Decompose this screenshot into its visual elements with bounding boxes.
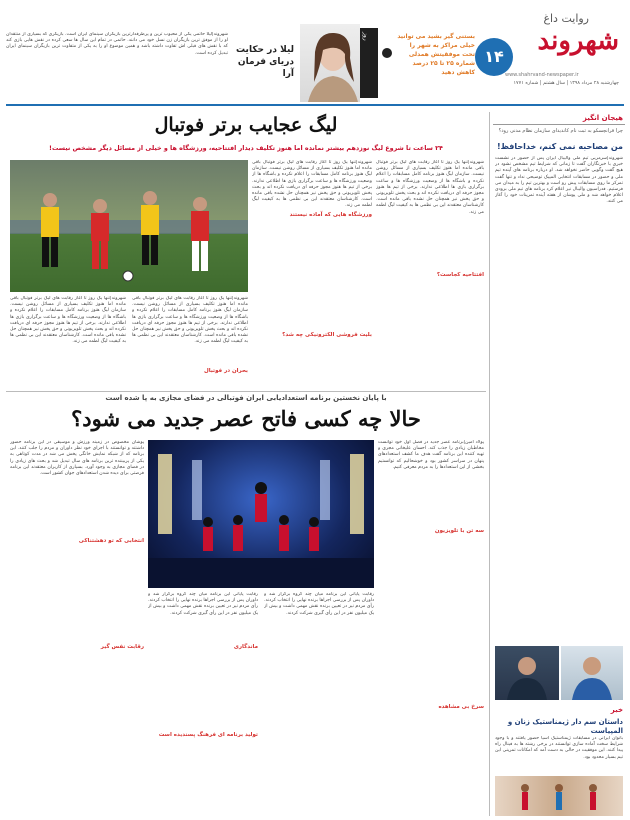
- article2-sub-mid-1: ماندگاری: [148, 644, 258, 650]
- sidebar-body-2: بانوان ایرانی در مسابقات ژیمناستیک آسیا حضور یافتند و با وجود شرایط سخت آماده سازی توانستند در برخی رشته ها به فینال راه پیدا کنند. این موفقیت در حالی به دست آمد که امکانات تمرینی این تیم بسیار محدود بود.: [495, 736, 623, 760]
- badge-label: روز: [362, 32, 369, 41]
- logo-sub: روایت داغ: [543, 12, 589, 25]
- article2-kicker: با پایان نخستین برنامه استعدادیابی ایران فوتبالی در فضای مجازی به پا شده است: [105, 394, 387, 402]
- article2-sub-right-2: سرخ بی مشاهده: [378, 704, 484, 710]
- gymnastics-icon: [495, 776, 623, 816]
- dancers-stage-icon: [148, 440, 374, 588]
- masthead: [0, 0, 630, 110]
- masthead-side-text: شهروند|لیلا حاتمی یکی از محبوب ترین و پرطرفدارترین بازیگران سینمای ایران است. بازیگری که بسیاری از منتقدان او را از موفق ترین بازیگران زن نسل خود می دانند. حاتمی در تمام این سال ها سعی کرده در نقش هایی بازی کند که با نقش های قبلی اش تفاوت داشته باشد و همین موضوع او را به یکی از متفاوت ترین بازیگران سینمای ایران تبدیل کرده است.: [6, 32, 228, 56]
- sidebar-rule: [493, 124, 625, 125]
- logo: شهروند: [537, 26, 619, 56]
- article2-body-mid-r: رقابت پایانی این برنامه میان چند گروه برگزار شد و داوران پس از بررسی اجراها برنده نهایی را انتخاب کردند. رأی مردم نیز در تعیین برنده نقش مهمی داشت و بیش از یک میلیون نفر در این رأی گیری شرکت کردند.: [264, 592, 374, 616]
- logo-block: [503, 6, 623, 90]
- article2-body-mid-l: رقابت پایانی این برنامه میان چند گروه برگزار شد و داوران پس از بررسی اجراها برنده نهایی را انتخاب کردند. رأی مردم نیز در تعیین برنده نقش مهمی داشت و بیش از یک میلیون نفر در این رأی گیری شرکت کردند.: [148, 592, 258, 616]
- football-players-icon: [10, 160, 248, 292]
- person-icon: [495, 646, 559, 700]
- article1-caption: بحران در فوتبال: [132, 368, 248, 374]
- promo-text: بستنی گیر بشید می توانید خیلی مراکز به شهر را تحت موفقیتش همدلی شماره ۲۵ تا ۲۵ درصد کاهش دهید: [397, 33, 475, 76]
- sidebar-photo-2: [561, 646, 623, 700]
- sidebar-photo-gym: [495, 776, 623, 816]
- article1-body-under-photo-l: شهروند|تنها یک روز تا آغاز رقابت های لیگ برتر فوتبال باقی مانده اما هنوز تکلیف بسیاری از مسائل روشن نیست. سازمان لیگ هنوز برنامه کامل مسابقات را اعلام نکرده و باشگاه ها از وضعیت ورزشگاه ها و ساعت برگزاری بازی ها اطلاعی ندارند. برخی از تیم ها هنوز مجوز حرفه ای دریافت نکرده اند و بحث پخش تلویزیونی و حق پخش نیز همچنان حل نشده باقی مانده است. کارشناسان معتقدند این بی نظمی ها به کیفیت لیگ لطمه می زند.: [10, 296, 126, 345]
- actress-photo: [300, 24, 360, 102]
- sidebar-photo-1: [495, 646, 559, 700]
- article1-title: لیگ عجایب برتر فوتبال: [154, 114, 338, 136]
- article1-body-right: شهروند|تنها یک روز تا آغاز رقابت های لیگ برتر فوتبال باقی مانده اما هنوز تکلیف بسیاری از مسائل روشن نیست. سازمان لیگ هنوز برنامه کامل مسابقات را اعلام نکرده و باشگاه ها از وضعیت ورزشگاه ها و ساعت برگزاری بازی ها اطلاعی ندارند. برخی از تیم ها هنوز مجوز حرفه ای دریافت نکرده اند و بحث پخش تلویزیونی و حق پخش نیز همچنان حل نشده باقی مانده است. کارشناسان معتقدند این بی نظمی ها به کیفیت لیگ لطمه می زند.: [376, 160, 484, 215]
- sidebar-section-2: خبر: [610, 706, 623, 714]
- article2-title: حالا چه کسی فاتح عصر جدید می شود؟: [71, 406, 421, 431]
- article2-sub-mid-2: تولید برنامه ای فرهنگ پسندیده است: [148, 732, 258, 738]
- article2-sub-right-1: سه تن با تلویزیون: [378, 528, 484, 534]
- article1-body-mid: شهروند|تنها یک روز تا آغاز رقابت های لیگ برتر فوتبال باقی مانده اما هنوز تکلیف بسیاری از مسائل روشن نیست. سازمان لیگ هنوز برنامه کامل مسابقات را اعلام نکرده و باشگاه ها از وضعیت ورزشگاه ها و ساعت برگزاری بازی ها اطلاعی ندارند. برخی از تیم ها هنوز مجوز حرفه ای دریافت نکرده اند و بحث پخش تلویزیونی و حق پخش نیز همچنان حل نشده باقی مانده است. کارشناسان معتقدند این بی نظمی ها به کیفیت لیگ لطمه می زند.: [252, 160, 372, 209]
- article1-sub-3: بلیت فروشی الکترونیکی چه شد؟: [252, 332, 372, 338]
- stage-photo: [148, 440, 374, 588]
- article1-subtitle: ۲۴ ساعت تا شروع لیگ نوزدهم بیشتر نمانده اما هنوز تکلیف دیدار افتتاحیه، ورزشگاه ها و خیلی از مسائل دیگر مشخص نیست!: [49, 144, 443, 152]
- sidebar: [493, 112, 625, 816]
- badge-column: [360, 28, 378, 98]
- article1-sub-2: ورزشگاه هایی که آماده نیستند: [252, 212, 372, 218]
- quote-name: لیلا در حکایت دریای فرمان آرا: [236, 45, 294, 79]
- date-line: چهارشنبه ۲۸ مرداد ۱۳۹۸ | سال هشتم | شماره ۱۷۷۱: [513, 81, 619, 86]
- article2-sub-left-1: انتخابی که تو دهشتناکی: [10, 538, 144, 544]
- sidebar-section-label: هیجان انگیز: [582, 114, 623, 122]
- sidebar-headline-2: داستان سم دار ژیمناستیک زنان و المپیاست: [507, 718, 623, 735]
- article1-sub-1: افتتاحیه کجاست؟: [376, 272, 484, 278]
- article1-body-under-photo-r: شهروند|تنها یک روز تا آغاز رقابت های لیگ برتر فوتبال باقی مانده اما هنوز تکلیف بسیاری از مسائل روشن نیست. سازمان لیگ هنوز برنامه کامل مسابقات را اعلام نکرده و باشگاه ها از وضعیت ورزشگاه ها و ساعت برگزاری بازی ها اطلاعی ندارند. برخی از تیم ها هنوز مجوز حرفه ای دریافت نکرده اند و بحث پخش تلویزیونی و حق پخش نیز همچنان حل نشده باقی مانده است. کارشناسان معتقدند این بی نظمی ها به کیفیت لیگ لطمه می زند.: [132, 296, 248, 345]
- site-url: www.shahrvand-newspaper.ir: [505, 72, 579, 78]
- sidebar-headline-pre: چرا فرانچسکو به ثبت نام کاندیدای سازمان نظام مدنی رود؟: [498, 128, 623, 134]
- football-photo: [10, 160, 248, 292]
- article2-sub-left-2: رقابت نفس گیر: [10, 644, 144, 650]
- column-divider: [489, 112, 490, 816]
- divider-icon: [382, 48, 392, 58]
- article-football: [6, 112, 486, 390]
- sidebar-body: شهروند|سرمربی تیم ملی والیبال ایران پس از حضور در نشست خبری با خبرنگاران گفت تا زمانی که شرایط تیم مشخص نشود در هیچ گفت وگویی حاضر نخواهد شد. او درباره برنامه های آینده تیم ملی و حضور در مسابقات انتخابی المپیک توضیحی نداد و تنها گفت تمرکز ما روی مسابقات پیش رو است و بهترین تیم را به میدان می فرستیم. فدراسیون والیبال نیز اعلام کرد برنامه های تیم ملی بزودی اعلام خواهد شد و ملی پوشان از هفته آینده تمرینات خود را آغاز می کنند.: [495, 156, 623, 205]
- page-number-badge: ۱۴: [475, 38, 513, 76]
- masthead-rule: [6, 104, 624, 106]
- article2-body-right: پولاد امین|برنامه عصر جدید در فصل اول خود توانست مخاطبان زیادی را جذب کند. احسان علیخانی مجری و تهیه کننده این برنامه گفت هدف ما کشف استعدادهای پنهان در سراسر کشور بود و خوشحالیم که توانستیم بخشی از این استعدادها را به مردم معرفی کنیم.: [378, 440, 484, 470]
- article2-body-left: پوشان مخصوص در زمینه ورزش و موسیقی در این برنامه حضور داشتند و توانستند با اجرای خود نظر داوران و مردم را جلب کنند. این برنامه که از شبکه نمایش خانگی پخش می شد در مدت کوتاهی به یکی از پربیننده ترین برنامه های سال تبدیل شد و بحث های زیادی را در فضای مجازی به وجود آورد. بسیاری از کاربران معتقدند این برنامه فرصتی برای دیده شدن استعدادهای جوان کشور است.: [10, 440, 144, 477]
- article-talent-show: [6, 392, 486, 816]
- portrait-icon: [300, 24, 360, 102]
- person-icon: [561, 646, 623, 700]
- sidebar-headline: من مصاحبه نمی کنم، خداحافظ!: [496, 142, 623, 151]
